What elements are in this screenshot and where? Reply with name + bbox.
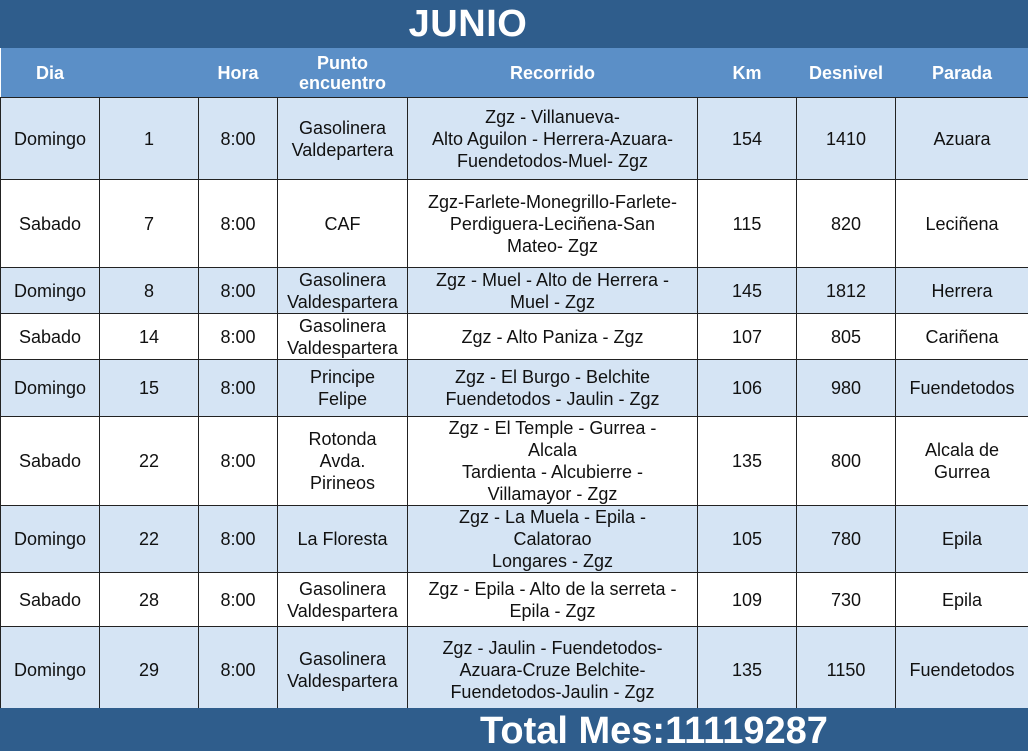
cell-parada: Epila: [896, 506, 1028, 573]
table-row: [1, 360, 1028, 417]
schedule-table: [0, 48, 1028, 714]
cell-km: 145: [698, 268, 797, 314]
cell-num: 29: [100, 627, 199, 714]
total-desnivel: 9287: [743, 709, 828, 751]
cell-parada: Epila: [896, 573, 1028, 627]
cell-hora: 8:00: [199, 314, 278, 360]
cell-parada: Fuendetodos: [896, 627, 1028, 714]
cell-km: 115: [698, 180, 797, 268]
cell-hora: 8:00: [199, 506, 278, 573]
cell-recorrido: Zgz - El Burgo - Belchite Fuendetodos - Jaulin - Zgz: [408, 360, 698, 417]
cell-punto: Gasolinera Valdespartera: [278, 314, 408, 360]
header-row: [1, 48, 1028, 98]
header-blank: [100, 48, 199, 98]
header-punto: [278, 48, 408, 98]
cell-punto: Gasolinera Valdespartera: [278, 627, 408, 714]
cell-desnivel: 730: [797, 573, 896, 627]
cell-parada: Azuara: [896, 98, 1028, 180]
cell-recorrido: Zgz - Alto Paniza - Zgz: [408, 314, 698, 360]
header-dia: Dia: [1, 48, 100, 98]
title-bar: [0, 0, 1028, 48]
month-title: JUNIO: [408, 2, 528, 45]
cell-dia: Domingo: [1, 98, 100, 180]
cell-km: 135: [698, 627, 797, 714]
cell-desnivel: 800: [797, 417, 896, 506]
table-row: [1, 627, 1028, 714]
table-row: [1, 180, 1028, 268]
header-desnivel: Desnivel: [797, 48, 896, 98]
cell-km: 105: [698, 506, 797, 573]
cell-parada: Cariñena: [896, 314, 1028, 360]
cell-hora: 8:00: [199, 627, 278, 714]
cell-dia: Domingo: [1, 360, 100, 417]
total-label: Total Mes:: [480, 709, 666, 751]
cell-desnivel: 820: [797, 180, 896, 268]
cell-parada: Leciñena: [896, 180, 1028, 268]
cell-desnivel: 1410: [797, 98, 896, 180]
cell-desnivel: 1150: [797, 627, 896, 714]
table-row: [1, 314, 1028, 360]
cell-punto: CAF: [278, 180, 408, 268]
table-row: [1, 506, 1028, 573]
cell-km: 107: [698, 314, 797, 360]
table-row: [1, 98, 1028, 180]
cell-parada: Alcala de Gurrea: [896, 417, 1028, 506]
cell-recorrido: Zgz - Muel - Alto de Herrera - Muel - Zgz: [408, 268, 698, 314]
cell-parada: Fuendetodos: [896, 360, 1028, 417]
cell-num: 22: [100, 417, 199, 506]
cell-hora: 8:00: [199, 180, 278, 268]
header-hora: Hora: [199, 48, 278, 98]
cell-dia: Sabado: [1, 417, 100, 506]
cell-dia: Domingo: [1, 268, 100, 314]
cell-dia: Domingo: [1, 627, 100, 714]
header-recorrido: Recorrido: [408, 48, 698, 98]
cell-punto: Gasolinera Valdespartera: [278, 268, 408, 314]
cell-hora: 8:00: [199, 417, 278, 506]
cell-punto: Gasolinera Valdespartera: [278, 573, 408, 627]
cell-hora: 8:00: [199, 98, 278, 180]
cell-punto: La Floresta: [278, 506, 408, 573]
table-row: [1, 417, 1028, 506]
total-km: 1111: [665, 709, 744, 751]
cell-num: 22: [100, 506, 199, 573]
cell-dia: Domingo: [1, 506, 100, 573]
cell-dia: Sabado: [1, 180, 100, 268]
cell-recorrido: Zgz - El Temple - Gurrea - Alcala Tardienta - Alcubierre - Villamayor - Zgz: [408, 417, 698, 506]
cell-num: 28: [100, 573, 199, 627]
cell-km: 106: [698, 360, 797, 417]
cell-parada: Herrera: [896, 268, 1028, 314]
cell-dia: Sabado: [1, 314, 100, 360]
cell-punto: Principe Felipe: [278, 360, 408, 417]
cell-desnivel: 980: [797, 360, 896, 417]
total-bar: [0, 708, 1028, 751]
header-punto-text: Punto encuentro: [298, 52, 386, 93]
cell-recorrido: Zgz - La Muela - Epila - Calatorao Longares - Zgz: [408, 506, 698, 573]
cell-hora: 8:00: [199, 573, 278, 627]
cell-num: 1: [100, 98, 199, 180]
cell-num: 14: [100, 314, 199, 360]
cell-desnivel: 1812: [797, 268, 896, 314]
cell-recorrido: Zgz-Farlete-Monegrillo-Farlete- Perdiguera-Leciñena-San Mateo- Zgz: [408, 180, 698, 268]
cell-num: 7: [100, 180, 199, 268]
cell-hora: 8:00: [199, 268, 278, 314]
table-row: [1, 268, 1028, 314]
cell-recorrido: Zgz - Villanueva- Alto Aguilon - Herrera-Azuara- Fuendetodos-Muel- Zgz: [408, 98, 698, 180]
cell-punto: Gasolinera Valdepartera: [278, 98, 408, 180]
cell-punto: Rotonda Avda. Pirineos: [278, 417, 408, 506]
cell-desnivel: 805: [797, 314, 896, 360]
cell-recorrido: Zgz - Jaulin - Fuendetodos- Azuara-Cruze Belchite- Fuendetodos-Jaulin - Zgz: [408, 627, 698, 714]
total-line: [480, 708, 828, 751]
cell-km: 109: [698, 573, 797, 627]
header-km: Km: [698, 48, 797, 98]
cell-recorrido: Zgz - Epila - Alto de la serreta - Epila - Zgz: [408, 573, 698, 627]
table-row: [1, 573, 1028, 627]
cell-num: 8: [100, 268, 199, 314]
header-parada: Parada: [896, 48, 1028, 98]
cell-num: 15: [100, 360, 199, 417]
cell-km: 154: [698, 98, 797, 180]
cell-dia: Sabado: [1, 573, 100, 627]
cell-km: 135: [698, 417, 797, 506]
cell-desnivel: 780: [797, 506, 896, 573]
cell-hora: 8:00: [199, 360, 278, 417]
